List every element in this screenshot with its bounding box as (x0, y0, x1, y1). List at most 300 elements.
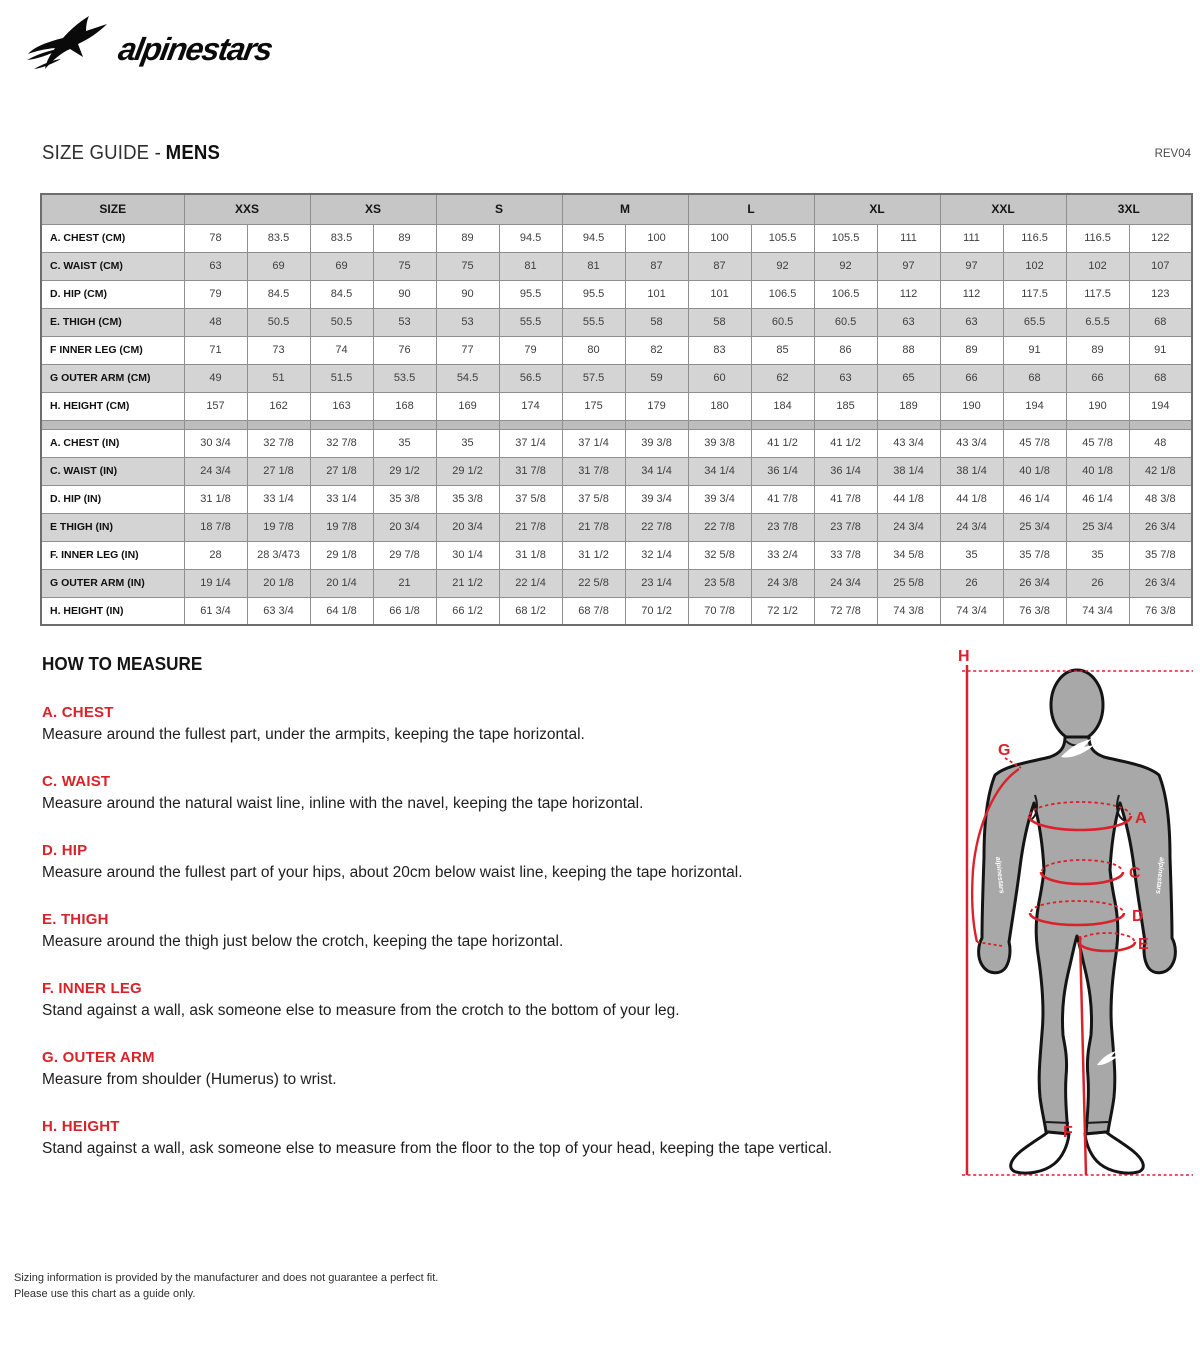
table-cell: 43 3/4 (877, 429, 940, 457)
table-cell: 66 1/8 (373, 597, 436, 625)
table-cell: 68 (1129, 364, 1192, 392)
table-cell: 23 7/8 (751, 513, 814, 541)
table-cell: 18 7/8 (184, 513, 247, 541)
table-cell: 65.5 (1003, 308, 1066, 336)
table-row (41, 485, 1192, 513)
table-cell: 76 3/8 (1003, 597, 1066, 625)
table-cell: 32 7/8 (310, 429, 373, 457)
measure-heading: H. HEIGHT (42, 1118, 120, 1135)
table-row (41, 457, 1192, 485)
table-cell: 59 (625, 364, 688, 392)
table-cell: 73 (247, 336, 310, 364)
measure-heading: C. WAIST (42, 773, 111, 790)
measure-item (42, 1118, 932, 1159)
table-cell: 41 1/2 (814, 429, 877, 457)
measure-item (42, 1049, 932, 1090)
separator-cell (310, 420, 373, 429)
table-cell: 79 (184, 280, 247, 308)
table-cell: 87 (625, 252, 688, 280)
table-cell: 88 (877, 336, 940, 364)
footer-disclaimer (14, 1270, 438, 1302)
diagram-label-c: C (1129, 865, 1141, 882)
table-cell: 169 (436, 392, 499, 420)
table-cell: 20 3/4 (436, 513, 499, 541)
table-cell: 70 7/8 (688, 597, 751, 625)
table-cell: 35 (940, 541, 1003, 569)
table-cell: 111 (877, 224, 940, 252)
table-cell: 21 7/8 (499, 513, 562, 541)
page-title (42, 142, 1111, 165)
row-label: E THIGH (IN) (41, 513, 184, 541)
table-cell: 31 1/8 (499, 541, 562, 569)
size-column-header: 3XL (1066, 194, 1192, 224)
table-cell: 29 1/8 (310, 541, 373, 569)
table-cell: 112 (940, 280, 1003, 308)
row-label: G OUTER ARM (IN) (41, 569, 184, 597)
table-cell: 63 (940, 308, 1003, 336)
table-cell: 97 (940, 252, 1003, 280)
table-cell: 78 (184, 224, 247, 252)
table-cell: 76 3/8 (1129, 597, 1192, 625)
footer-line-1: Sizing information is provided by the manufacturer and does not guarantee a perfect fit. (14, 1272, 439, 1284)
table-cell: 89 (436, 224, 499, 252)
table-cell: 33 7/8 (814, 541, 877, 569)
measure-text: Measure around the thigh just below the crotch, keeping the tape horizontal. (42, 933, 564, 950)
table-cell: 56.5 (499, 364, 562, 392)
measure-heading: G. OUTER ARM (42, 1049, 155, 1066)
table-row (41, 308, 1192, 336)
separator-cell (499, 420, 562, 429)
table-cell: 162 (247, 392, 310, 420)
table-cell: 35 (1066, 541, 1129, 569)
size-column-header: XXL (940, 194, 1066, 224)
table-cell: 22 5/8 (562, 569, 625, 597)
measure-text: Stand against a wall, ask someone else to measure from the floor to the top of your head, keeping the tape vertical. (42, 1140, 833, 1157)
table-cell: 23 1/4 (625, 569, 688, 597)
diagram-label-f: F (1063, 1124, 1073, 1141)
table-cell: 34 5/8 (877, 541, 940, 569)
table-cell: 157 (184, 392, 247, 420)
table-cell: 74 (310, 336, 373, 364)
right-arm-brand-text: alpinestars (1154, 856, 1165, 895)
table-row (41, 513, 1192, 541)
separator-cell (436, 420, 499, 429)
table-cell: 23 7/8 (814, 513, 877, 541)
table-cell: 102 (1066, 252, 1129, 280)
row-label: H. HEIGHT (CM) (41, 392, 184, 420)
table-cell: 25 5/8 (877, 569, 940, 597)
separator-cell (1129, 420, 1192, 429)
table-cell: 27 1/8 (247, 457, 310, 485)
table-cell: 189 (877, 392, 940, 420)
table-cell: 60.5 (751, 308, 814, 336)
table-cell: 50.5 (310, 308, 373, 336)
table-cell: 32 1/4 (625, 541, 688, 569)
row-label: F INNER LEG (CM) (41, 336, 184, 364)
table-cell: 89 (940, 336, 1003, 364)
table-cell: 65 (877, 364, 940, 392)
measure-heading: D. HIP (42, 842, 88, 859)
size-column-header: S (436, 194, 562, 224)
diagram-label-d: D (1132, 908, 1144, 925)
table-cell: 19 7/8 (247, 513, 310, 541)
table-cell: 58 (625, 308, 688, 336)
table-cell: 75 (373, 252, 436, 280)
table-cell: 83.5 (310, 224, 373, 252)
table-cell: 32 7/8 (247, 429, 310, 457)
table-cell: 68 (1003, 364, 1066, 392)
table-cell: 29 1/2 (436, 457, 499, 485)
table-cell: 97 (877, 252, 940, 280)
table-cell: 94.5 (562, 224, 625, 252)
measure-heading: E. THIGH (42, 911, 109, 928)
table-cell: 35 (373, 429, 436, 457)
table-cell: 38 1/4 (940, 457, 1003, 485)
table-cell: 71 (184, 336, 247, 364)
measure-item (42, 773, 932, 814)
table-row (41, 364, 1192, 392)
table-cell: 90 (373, 280, 436, 308)
table-cell: 60.5 (814, 308, 877, 336)
table-cell: 24 3/4 (877, 513, 940, 541)
table-cell: 48 (184, 308, 247, 336)
table-cell: 44 1/8 (940, 485, 1003, 513)
table-cell: 57.5 (562, 364, 625, 392)
diagram-label-h: H (958, 648, 970, 665)
table-cell: 37 1/4 (562, 429, 625, 457)
table-cell: 55.5 (562, 308, 625, 336)
table-cell: 77 (436, 336, 499, 364)
alpinestars-logo-icon (25, 13, 293, 77)
table-cell: 74 3/8 (877, 597, 940, 625)
size-table (40, 193, 1193, 626)
table-cell: 194 (1003, 392, 1066, 420)
table-cell: 40 1/8 (1003, 457, 1066, 485)
table-cell: 75 (436, 252, 499, 280)
table-cell: 95.5 (499, 280, 562, 308)
table-cell: 24 3/4 (814, 569, 877, 597)
table-row (41, 252, 1192, 280)
table-cell: 19 7/8 (310, 513, 373, 541)
table-cell: 33 1/4 (247, 485, 310, 513)
svg-text:alpinestars: alpinestars (115, 31, 275, 67)
measure-item (42, 704, 932, 745)
table-cell: 89 (1066, 336, 1129, 364)
separator-cell (562, 420, 625, 429)
table-cell: 37 1/4 (499, 429, 562, 457)
table-cell: 63 (814, 364, 877, 392)
table-cell: 101 (625, 280, 688, 308)
table-cell: 55.5 (499, 308, 562, 336)
table-cell: 117.5 (1066, 280, 1129, 308)
table-cell: 84.5 (310, 280, 373, 308)
table-cell: 69 (247, 252, 310, 280)
separator-cell (940, 420, 1003, 429)
diagram-label-a: A (1135, 810, 1147, 827)
table-row (41, 392, 1192, 420)
table-cell: 106.5 (814, 280, 877, 308)
table-row (41, 429, 1192, 457)
measure-item (42, 980, 932, 1021)
table-cell: 91 (1129, 336, 1192, 364)
table-cell: 6.5.5 (1066, 308, 1129, 336)
table-cell: 26 (1066, 569, 1129, 597)
table-cell: 106.5 (751, 280, 814, 308)
table-cell: 35 3/8 (436, 485, 499, 513)
table-cell: 66 1/2 (436, 597, 499, 625)
row-label: F. INNER LEG (IN) (41, 541, 184, 569)
table-cell: 92 (814, 252, 877, 280)
how-to-measure-title: HOW TO MEASURE (42, 654, 203, 674)
page-title-gender: MENS (165, 142, 221, 164)
table-cell: 53 (436, 308, 499, 336)
table-cell: 58 (688, 308, 751, 336)
size-column-header: XS (310, 194, 436, 224)
table-cell: 107 (1129, 252, 1192, 280)
row-label: D. HIP (CM) (41, 280, 184, 308)
table-cell: 35 3/8 (373, 485, 436, 513)
measure-text: Measure around the fullest part, under the armpits, keeping the tape horizontal. (42, 726, 585, 743)
table-cell: 76 (373, 336, 436, 364)
table-cell: 46 1/4 (1066, 485, 1129, 513)
table-cell: 39 3/8 (625, 429, 688, 457)
table-cell: 72 7/8 (814, 597, 877, 625)
table-cell: 112 (877, 280, 940, 308)
table-cell: 39 3/4 (688, 485, 751, 513)
title-row (42, 142, 1191, 168)
table-cell: 39 3/4 (625, 485, 688, 513)
table-cell: 116.5 (1066, 224, 1129, 252)
table-cell: 22 7/8 (688, 513, 751, 541)
table-cell: 22 7/8 (625, 513, 688, 541)
table-cell: 33 1/4 (310, 485, 373, 513)
table-cell: 21 1/2 (436, 569, 499, 597)
table-cell: 28 3/473 (247, 541, 310, 569)
table-cell: 31 7/8 (499, 457, 562, 485)
table-cell: 30 1/4 (436, 541, 499, 569)
left-arm-brand-text: alpinestars (994, 856, 1005, 894)
table-cell: 22 1/4 (499, 569, 562, 597)
diagram-label-g: G (998, 742, 1011, 759)
table-cell: 25 3/4 (1003, 513, 1066, 541)
table-cell: 36 1/4 (751, 457, 814, 485)
table-cell: 74 3/4 (940, 597, 1003, 625)
separator-cell (751, 420, 814, 429)
table-cell: 184 (751, 392, 814, 420)
table-cell: 105.5 (814, 224, 877, 252)
size-column-header: L (688, 194, 814, 224)
separator-cell (1003, 420, 1066, 429)
measure-text: Measure around the fullest part of your hips, about 20cm below waist line, keeping the tape horizontal. (42, 864, 743, 881)
table-row (41, 224, 1192, 252)
separator-cell (247, 420, 310, 429)
table-cell: 26 3/4 (1003, 569, 1066, 597)
separator-cell (41, 420, 184, 429)
table-cell: 35 7/8 (1129, 541, 1192, 569)
how-to-measure-section (42, 654, 932, 1187)
table-cell: 72 1/2 (751, 597, 814, 625)
table-cell: 68 7/8 (562, 597, 625, 625)
table-cell: 89 (373, 224, 436, 252)
size-column-header: XXS (184, 194, 310, 224)
table-cell: 100 (688, 224, 751, 252)
separator-cell (373, 420, 436, 429)
table-cell: 48 3/8 (1129, 485, 1192, 513)
table-cell: 63 3/4 (247, 597, 310, 625)
table-cell: 43 3/4 (940, 429, 1003, 457)
table-cell: 63 (184, 252, 247, 280)
table-cell: 123 (1129, 280, 1192, 308)
table-cell: 68 (1129, 308, 1192, 336)
table-cell: 31 1/2 (562, 541, 625, 569)
table-cell: 45 7/8 (1003, 429, 1066, 457)
table-cell: 74 3/4 (1066, 597, 1129, 625)
table-cell: 26 3/4 (1129, 569, 1192, 597)
table-cell: 35 (436, 429, 499, 457)
table-row (41, 597, 1192, 625)
diagram-label-e: E (1138, 936, 1149, 953)
table-cell: 30 3/4 (184, 429, 247, 457)
table-cell: 82 (625, 336, 688, 364)
table-cell: 48 (1129, 429, 1192, 457)
table-cell: 39 3/8 (688, 429, 751, 457)
measure-text: Stand against a wall, ask someone else to measure from the crotch to the bottom of your leg. (42, 1002, 680, 1019)
table-cell: 27 1/8 (310, 457, 373, 485)
row-label: D. HIP (IN) (41, 485, 184, 513)
table-cell: 117.5 (1003, 280, 1066, 308)
row-label: A. CHEST (IN) (41, 429, 184, 457)
table-cell: 20 3/4 (373, 513, 436, 541)
table-cell: 24 3/4 (940, 513, 1003, 541)
table-cell: 49 (184, 364, 247, 392)
table-cell: 20 1/8 (247, 569, 310, 597)
table-cell: 24 3/4 (184, 457, 247, 485)
table-cell: 102 (1003, 252, 1066, 280)
table-cell: 175 (562, 392, 625, 420)
table-cell: 31 7/8 (562, 457, 625, 485)
table-cell: 116.5 (1003, 224, 1066, 252)
table-cell: 35 7/8 (1003, 541, 1066, 569)
row-label: C. WAIST (CM) (41, 252, 184, 280)
table-cell: 163 (310, 392, 373, 420)
size-corner-label: SIZE (41, 194, 184, 224)
footer-line-2: Please use this chart as a guide only. (14, 1288, 196, 1300)
table-cell: 86 (814, 336, 877, 364)
separator-cell (1066, 420, 1129, 429)
table-cell: 26 (940, 569, 1003, 597)
table-cell: 19 1/4 (184, 569, 247, 597)
table-cell: 83 (688, 336, 751, 364)
separator-cell (625, 420, 688, 429)
table-cell: 101 (688, 280, 751, 308)
size-column-header: XL (814, 194, 940, 224)
size-column-header: M (562, 194, 688, 224)
table-cell: 42 1/8 (1129, 457, 1192, 485)
table-cell: 41 7/8 (751, 485, 814, 513)
table-cell: 25 3/4 (1066, 513, 1129, 541)
measure-item (42, 842, 932, 883)
separator-cell (814, 420, 877, 429)
table-cell: 80 (562, 336, 625, 364)
table-cell: 20 1/4 (310, 569, 373, 597)
table-cell: 26 3/4 (1129, 513, 1192, 541)
how-to-measure-list (42, 704, 932, 1159)
row-label: H. HEIGHT (IN) (41, 597, 184, 625)
table-cell: 31 1/8 (184, 485, 247, 513)
table-cell: 111 (940, 224, 1003, 252)
table-cell: 90 (436, 280, 499, 308)
measure-heading: A. CHEST (42, 704, 114, 721)
separator-cell (688, 420, 751, 429)
measurement-diagram (945, 645, 1195, 1185)
row-label: E. THIGH (CM) (41, 308, 184, 336)
page-title-prefix: SIZE GUIDE - (42, 142, 162, 164)
table-cell: 53 (373, 308, 436, 336)
revision-label: REV04 (1154, 148, 1191, 160)
table-cell: 46 1/4 (1003, 485, 1066, 513)
table-cell: 28 (184, 541, 247, 569)
table-cell: 91 (1003, 336, 1066, 364)
measure-item (42, 911, 932, 952)
table-cell: 95.5 (562, 280, 625, 308)
size-table-wrap (40, 193, 1193, 626)
table-cell: 29 7/8 (373, 541, 436, 569)
table-separator (41, 420, 1192, 429)
table-cell: 168 (373, 392, 436, 420)
body-figure-icon (945, 645, 1195, 1185)
table-cell: 185 (814, 392, 877, 420)
table-cell: 37 5/8 (562, 485, 625, 513)
separator-cell (877, 420, 940, 429)
row-label: G OUTER ARM (CM) (41, 364, 184, 392)
table-cell: 64 1/8 (310, 597, 373, 625)
row-label: A. CHEST (CM) (41, 224, 184, 252)
table-cell: 23 5/8 (688, 569, 751, 597)
table-cell: 40 1/8 (1066, 457, 1129, 485)
table-cell: 180 (688, 392, 751, 420)
table-cell: 122 (1129, 224, 1192, 252)
row-label: C. WAIST (IN) (41, 457, 184, 485)
table-cell: 53.5 (373, 364, 436, 392)
table-cell: 70 1/2 (625, 597, 688, 625)
table-cell: 66 (1066, 364, 1129, 392)
table-cell: 60 (688, 364, 751, 392)
measure-heading: F. INNER LEG (42, 980, 142, 997)
table-cell: 174 (499, 392, 562, 420)
table-cell: 105.5 (751, 224, 814, 252)
table-cell: 81 (562, 252, 625, 280)
table-cell: 29 1/2 (373, 457, 436, 485)
table-cell: 44 1/8 (877, 485, 940, 513)
table-cell: 100 (625, 224, 688, 252)
table-cell: 190 (1066, 392, 1129, 420)
table-cell: 68 1/2 (499, 597, 562, 625)
table-cell: 51.5 (310, 364, 373, 392)
table-cell: 194 (1129, 392, 1192, 420)
table-row (41, 541, 1192, 569)
table-cell: 21 7/8 (562, 513, 625, 541)
table-cell: 190 (940, 392, 1003, 420)
table-cell: 61 3/4 (184, 597, 247, 625)
table-row (41, 280, 1192, 308)
table-cell: 179 (625, 392, 688, 420)
table-cell: 69 (310, 252, 373, 280)
table-cell: 81 (499, 252, 562, 280)
table-cell: 84.5 (247, 280, 310, 308)
table-cell: 85 (751, 336, 814, 364)
table-cell: 79 (499, 336, 562, 364)
table-cell: 36 1/4 (814, 457, 877, 485)
